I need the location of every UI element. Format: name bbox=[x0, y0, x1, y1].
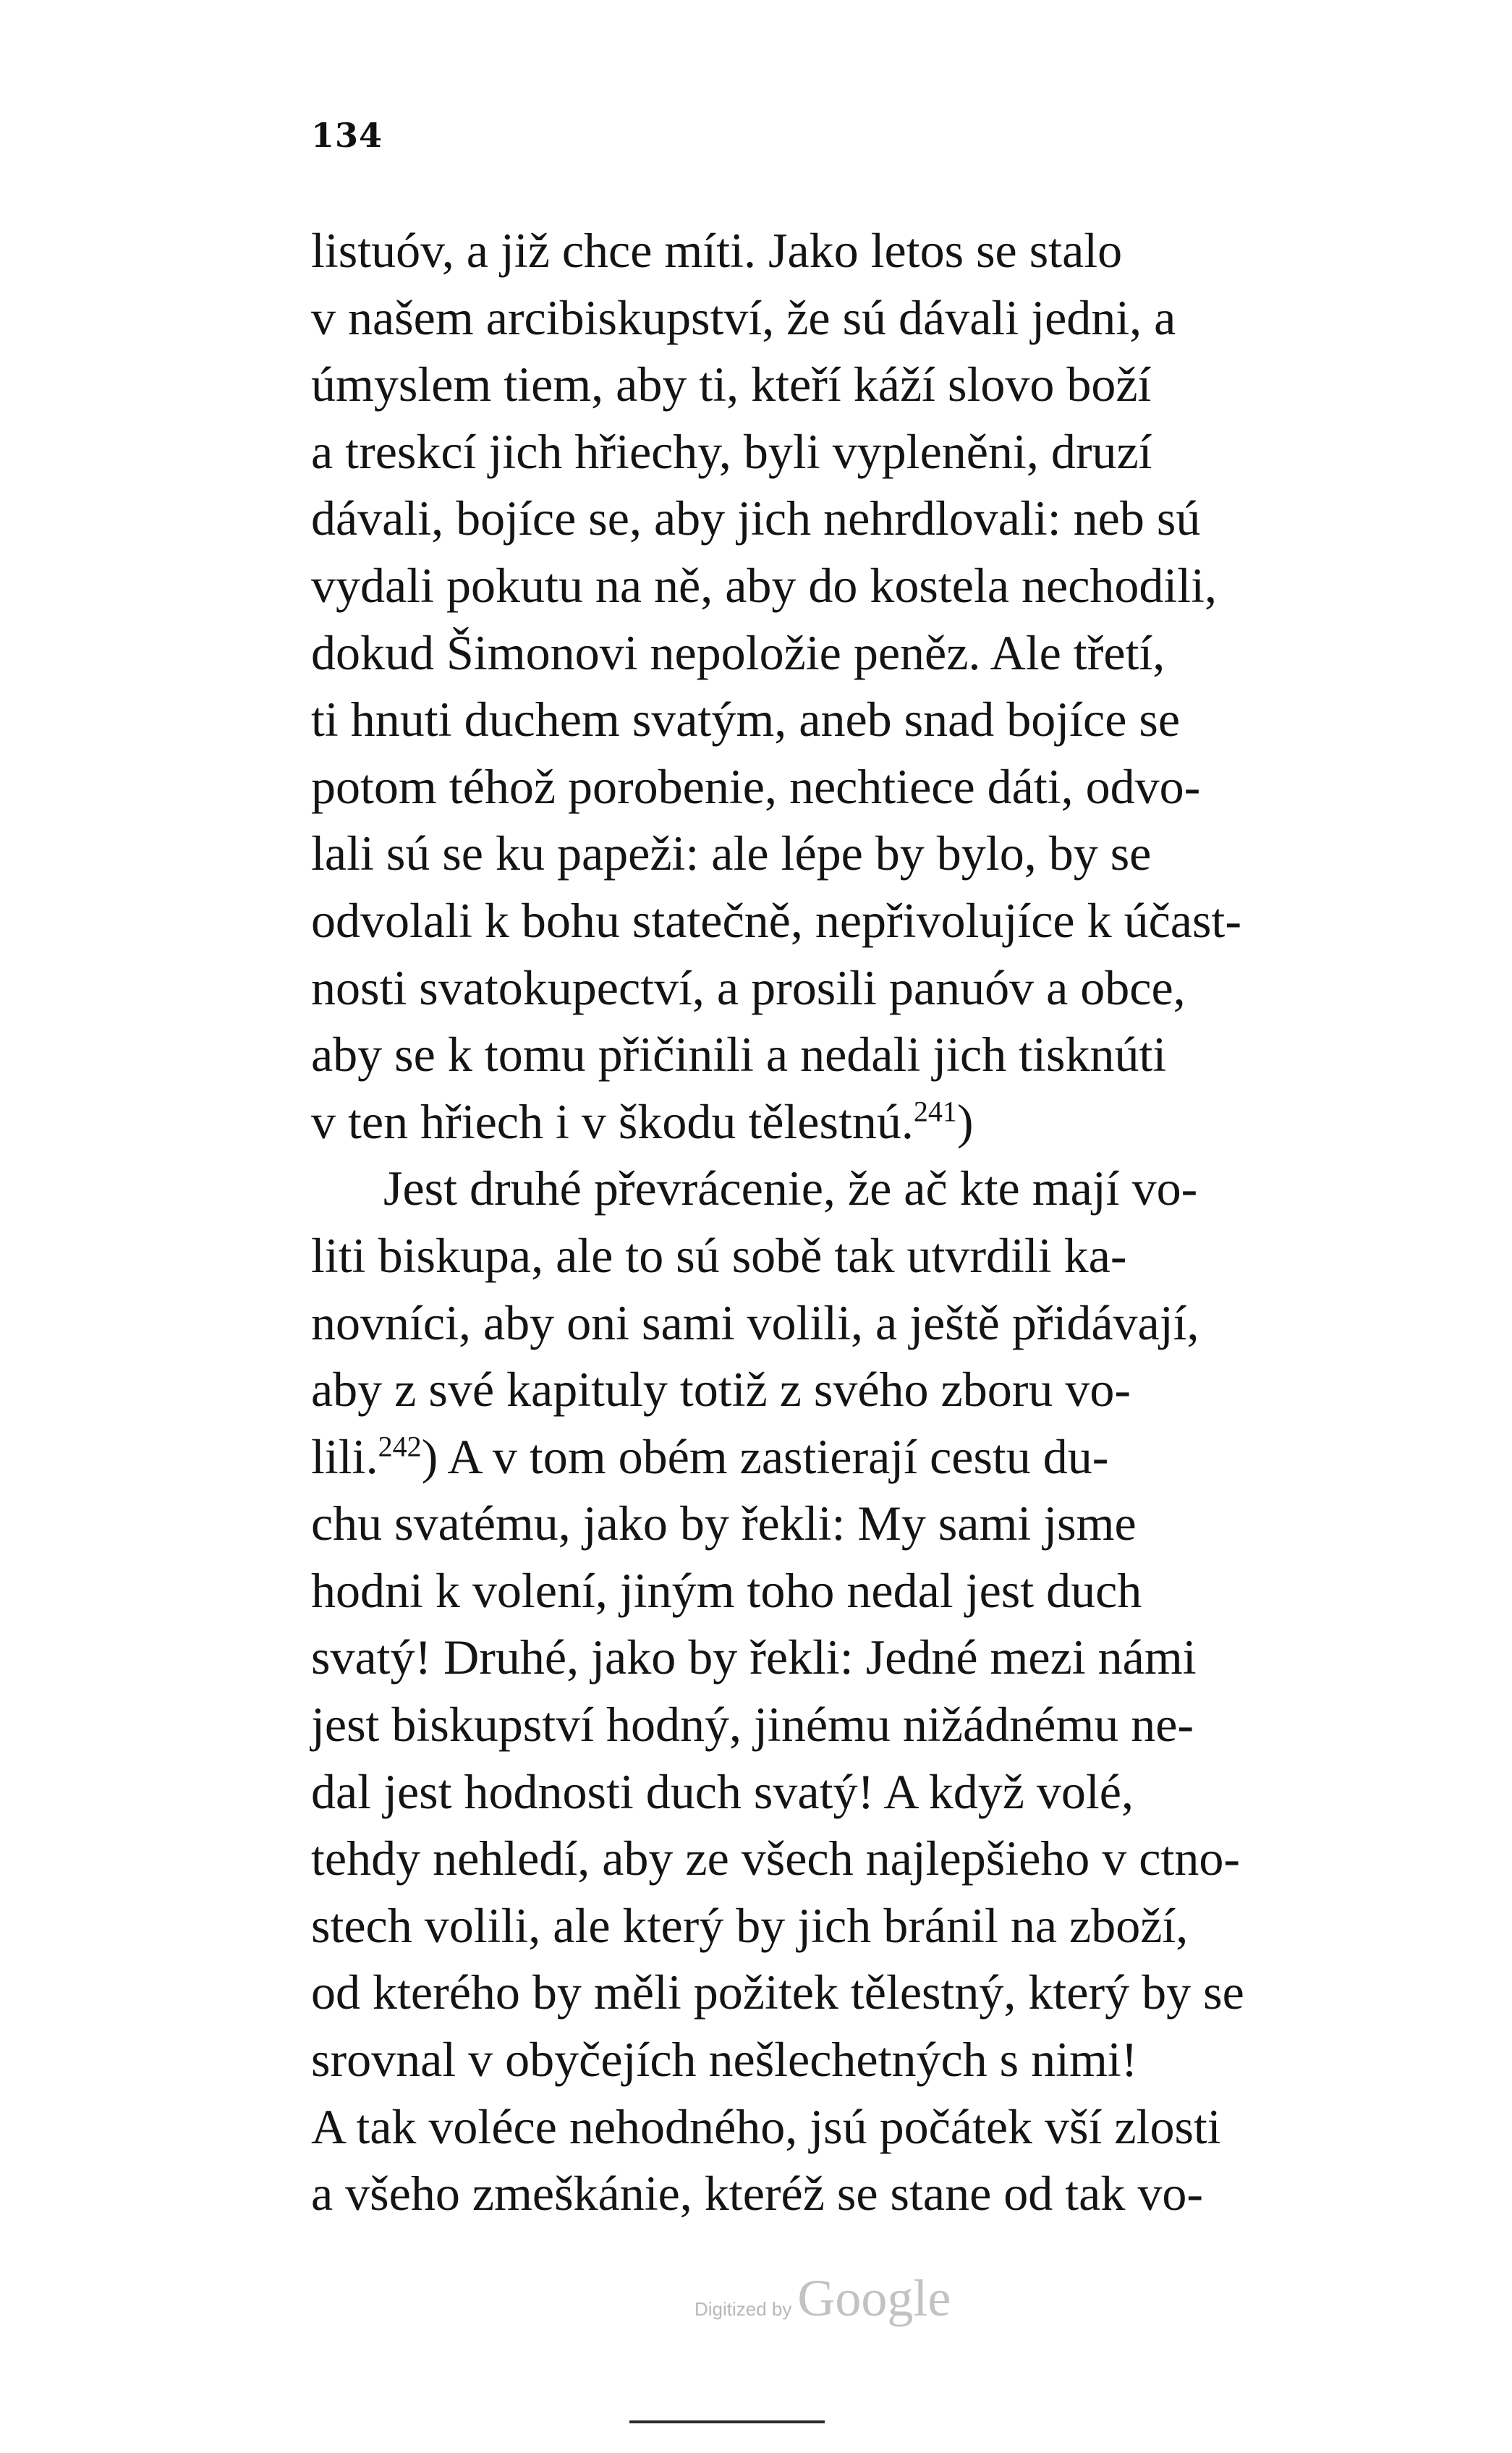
text-line: a treskcí jich hřiechy, byli vypleněni, druzí bbox=[311, 423, 1152, 479]
body-text bbox=[311, 217, 1469, 2227]
page-number: 134 bbox=[311, 116, 383, 155]
text-line: dokud Šimonovi nepoložie peněz. Ale třetí, bbox=[311, 624, 1165, 680]
text-line: hodni k volení, jiným toho nedal jest duch bbox=[311, 1562, 1142, 1618]
text-line: úmyslem tiem, aby ti, kteří káží slovo boží bbox=[311, 357, 1152, 412]
text-line: dal jest hodnosti duch svatý! A když volé, bbox=[311, 1763, 1134, 1819]
text-line: v našem arcibiskupství, že sú dávali jedni, a bbox=[311, 289, 1176, 345]
digitized-by-label: Digitized by bbox=[695, 2298, 792, 2320]
text-line: chu svatému, jako by řekli: My sami jsme bbox=[311, 1496, 1137, 1551]
text-line: vydali pokutu na ně, aby do kostela nechodili, bbox=[311, 557, 1218, 613]
digitization-watermark bbox=[695, 2268, 951, 2329]
text-line: v ten hřiech i v škodu tělestnú.$^{241}$) bbox=[311, 1093, 974, 1149]
footnote-reference: 241 bbox=[913, 1095, 957, 1128]
text-line: stech volili, ale který by jich bránil na zboží, bbox=[311, 1897, 1189, 1953]
text-line: nosti svatokupectví, a prosili panuóv a obce, bbox=[311, 959, 1186, 1015]
text-line: lili.$^{242}$) A v tom obém zastierají cestu du- bbox=[311, 1428, 1109, 1484]
text-line: aby se k tomu přičinili a nedali jich tisknúti bbox=[311, 1027, 1167, 1083]
text-line: srovnal v obyčejích nešlechetných s nimi! bbox=[311, 2032, 1138, 2088]
text-line: svatý! Druhé, jako by řekli: Jedné mezi námi bbox=[311, 1630, 1197, 1685]
text-line: a všeho zmeškánie, kteréž se stane od tak vo- bbox=[311, 2166, 1203, 2221]
bottom-rule bbox=[629, 2420, 825, 2423]
text-line: A tak voléce nehodného, jsú počátek vší zlosti bbox=[311, 2098, 1221, 2154]
text-line: tehdy nehledí, aby ze všech najlepšieho v ctno- bbox=[311, 1831, 1240, 1886]
text-line: dávali, bojíce se, aby jich nehrdlovali: neb sú bbox=[311, 491, 1201, 546]
text-line: novníci, aby oni sami volili, a ještě přidávají, bbox=[311, 1295, 1199, 1350]
text-line: lali sú se ku papeži: ale lépe by bylo, by se bbox=[311, 826, 1152, 881]
text-line: ti hnuti duchem svatým, aneb snad bojíce se bbox=[311, 692, 1181, 747]
text-line: aby z své kapituly totiž z svého zboru vo- bbox=[311, 1362, 1131, 1418]
footnote-reference: 242 bbox=[378, 1430, 422, 1463]
text-line: potom téhož porobenie, nechtiece dáti, odvo- bbox=[311, 758, 1201, 814]
text-line: listuóv, a již chce míti. Jako letos se stalo bbox=[311, 223, 1123, 278]
google-logo: Google bbox=[797, 2269, 951, 2327]
text-line: jest biskupství hodný, jinému nižádnému ne- bbox=[311, 1697, 1194, 1753]
paragraph-first-line: Jest druhé převrácenie, že ač kte mají vo- bbox=[383, 1161, 1198, 1216]
text-line: liti biskupa, ale to sú sobě tak utvrdili ka- bbox=[311, 1227, 1127, 1283]
text-line: odvolali k bohu statečně, nepřivolujíce k účast- bbox=[311, 892, 1241, 948]
text-line: od kterého by měli požitek tělestný, který by se bbox=[311, 1965, 1244, 2020]
